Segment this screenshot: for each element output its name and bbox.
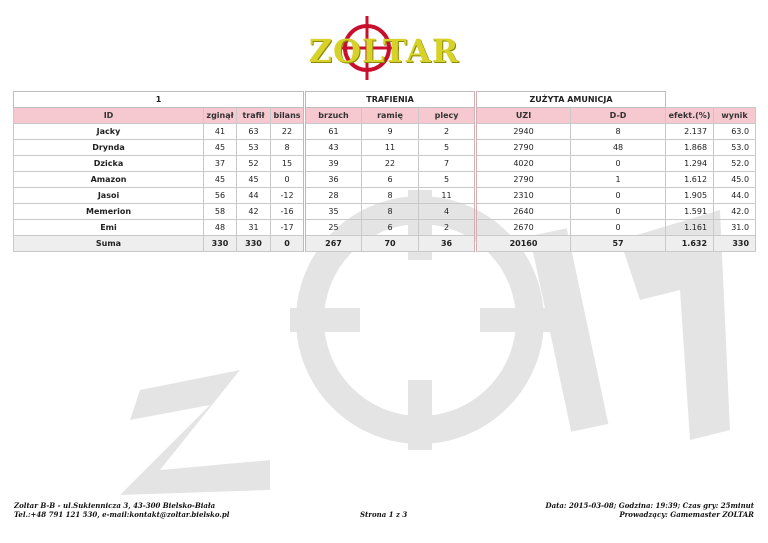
empty-group-header: [666, 92, 756, 108]
col-header-ramie: ramię: [362, 108, 419, 124]
cell-uzi: 2640: [476, 204, 571, 220]
col-header-id: ID: [14, 108, 204, 124]
cell-plecy: 11: [419, 188, 476, 204]
cell-uzi: 2940: [476, 124, 571, 140]
cell-bilans: 0: [271, 172, 305, 188]
sum-uzi: 20160: [476, 236, 571, 252]
cell-bilans: 22: [271, 124, 305, 140]
cell-dd: 48: [571, 140, 666, 156]
footer-address: [14, 501, 229, 519]
cell-plecy: 5: [419, 140, 476, 156]
cell-zginal: 37: [204, 156, 237, 172]
footer-page-number: Strona 1 z 3: [360, 510, 408, 519]
cell-trafil: 52: [237, 156, 271, 172]
col-header-bilans: bilans: [271, 108, 305, 124]
cell-efekt: 1.612: [666, 172, 714, 188]
col-header-plecy: plecy: [419, 108, 476, 124]
col-header-zginal: zginął: [204, 108, 237, 124]
sum-trafil: 330: [237, 236, 271, 252]
cell-bilans: -16: [271, 204, 305, 220]
col-header-uzi: UZI: [476, 108, 571, 124]
table-row: [14, 220, 756, 236]
cell-id: Emi: [14, 220, 204, 236]
table-row: [14, 172, 756, 188]
cell-uzi: 2790: [476, 172, 571, 188]
cell-efekt: 1.905: [666, 188, 714, 204]
sum-zginal: 330: [204, 236, 237, 252]
cell-dd: 8: [571, 124, 666, 140]
cell-bilans: -17: [271, 220, 305, 236]
score-table: [13, 91, 756, 252]
col-header-trafil: trafił: [237, 108, 271, 124]
cell-wynik: 31.0: [714, 220, 756, 236]
sum-row: [14, 236, 756, 252]
cell-efekt: 1.591: [666, 204, 714, 220]
cell-brzuch: 61: [305, 124, 362, 140]
cell-bilans: 15: [271, 156, 305, 172]
game-number: 1: [14, 92, 305, 108]
cell-id: Jacky: [14, 124, 204, 140]
cell-efekt: 1.868: [666, 140, 714, 156]
footer-address-line2: Tel.:+48 791 121 530, e-mail:kontakt@zoltar.bielsko.pl: [14, 510, 230, 519]
col-header-dd: D-D: [571, 108, 666, 124]
cell-uzi: 2790: [476, 140, 571, 156]
cell-ramie: 6: [362, 220, 419, 236]
cell-trafil: 45: [237, 172, 271, 188]
cell-brzuch: 25: [305, 220, 362, 236]
footer-game-info: [546, 501, 754, 519]
cell-id: Amazon: [14, 172, 204, 188]
cell-trafil: 53: [237, 140, 271, 156]
table-row: [14, 204, 756, 220]
column-header-row: [14, 108, 756, 124]
cell-dd: 0: [571, 156, 666, 172]
cell-id: Drynda: [14, 140, 204, 156]
cell-plecy: 2: [419, 124, 476, 140]
cell-brzuch: 35: [305, 204, 362, 220]
table-row: [14, 140, 756, 156]
group-header-row: [14, 92, 756, 108]
sum-brzuch: 267: [305, 236, 362, 252]
cell-efekt: 1.294: [666, 156, 714, 172]
cell-zginal: 41: [204, 124, 237, 140]
cell-wynik: 42.0: [714, 204, 756, 220]
cell-uzi: 2310: [476, 188, 571, 204]
cell-ramie: 8: [362, 188, 419, 204]
cell-id: Memerion: [14, 204, 204, 220]
cell-brzuch: 39: [305, 156, 362, 172]
cell-uzi: 2670: [476, 220, 571, 236]
cell-ramie: 9: [362, 124, 419, 140]
cell-uzi: 4020: [476, 156, 571, 172]
cell-zginal: 48: [204, 220, 237, 236]
cell-zginal: 45: [204, 172, 237, 188]
cell-dd: 1: [571, 172, 666, 188]
sum-label: Suma: [14, 236, 204, 252]
cell-dd: 0: [571, 220, 666, 236]
cell-ramie: 6: [362, 172, 419, 188]
cell-wynik: 44.0: [714, 188, 756, 204]
cell-efekt: 2.137: [666, 124, 714, 140]
cell-bilans: -12: [271, 188, 305, 204]
cell-brzuch: 43: [305, 140, 362, 156]
col-header-efekt: efekt.(%): [666, 108, 714, 124]
cell-efekt: 1.161: [666, 220, 714, 236]
sum-efekt: 1.632: [666, 236, 714, 252]
sum-dd: 57: [571, 236, 666, 252]
cell-plecy: 7: [419, 156, 476, 172]
col-header-brzuch: brzuch: [305, 108, 362, 124]
table-row: [14, 156, 756, 172]
cell-ramie: 22: [362, 156, 419, 172]
logo-text: ZOLTAR: [308, 32, 460, 70]
cell-ramie: 8: [362, 204, 419, 220]
col-header-wynik: wynik: [714, 108, 756, 124]
cell-wynik: 52.0: [714, 156, 756, 172]
cell-plecy: 2: [419, 220, 476, 236]
zoltar-logo: [302, 14, 466, 84]
sum-bilans: 0: [271, 236, 305, 252]
cell-trafil: 42: [237, 204, 271, 220]
player-rows: [14, 124, 756, 236]
cell-trafil: 63: [237, 124, 271, 140]
cell-id: Dzicka: [14, 156, 204, 172]
cell-zginal: 58: [204, 204, 237, 220]
footer-date-line: Data: 2015-03-08; Godzina: 19:39; Czas gry: 25minut: [545, 501, 754, 510]
table-row: [14, 188, 756, 204]
cell-zginal: 45: [204, 140, 237, 156]
hits-group-header: TRAFIENIA: [305, 92, 476, 108]
cell-plecy: 5: [419, 172, 476, 188]
cell-brzuch: 28: [305, 188, 362, 204]
sum-wynik: 330: [714, 236, 756, 252]
footer-address-line1: Zoltar B-B - ul.Sukiennicza 3, 43-300 Bielsko-Biała: [14, 501, 216, 510]
cell-wynik: 63.0: [714, 124, 756, 140]
cell-dd: 0: [571, 204, 666, 220]
table-row: [14, 124, 756, 140]
cell-dd: 0: [571, 188, 666, 204]
cell-trafil: 31: [237, 220, 271, 236]
cell-zginal: 56: [204, 188, 237, 204]
ammo-group-header: ZUŻYTA AMUNICJA: [476, 92, 666, 108]
cell-trafil: 44: [237, 188, 271, 204]
cell-plecy: 4: [419, 204, 476, 220]
cell-wynik: 53.0: [714, 140, 756, 156]
cell-ramie: 11: [362, 140, 419, 156]
sum-ramie: 70: [362, 236, 419, 252]
cell-wynik: 45.0: [714, 172, 756, 188]
cell-brzuch: 36: [305, 172, 362, 188]
cell-bilans: 8: [271, 140, 305, 156]
sum-plecy: 36: [419, 236, 476, 252]
cell-id: Jasoi: [14, 188, 204, 204]
footer-host-line: Prowadzący: Gamemaster ZOLTAR: [619, 510, 754, 519]
